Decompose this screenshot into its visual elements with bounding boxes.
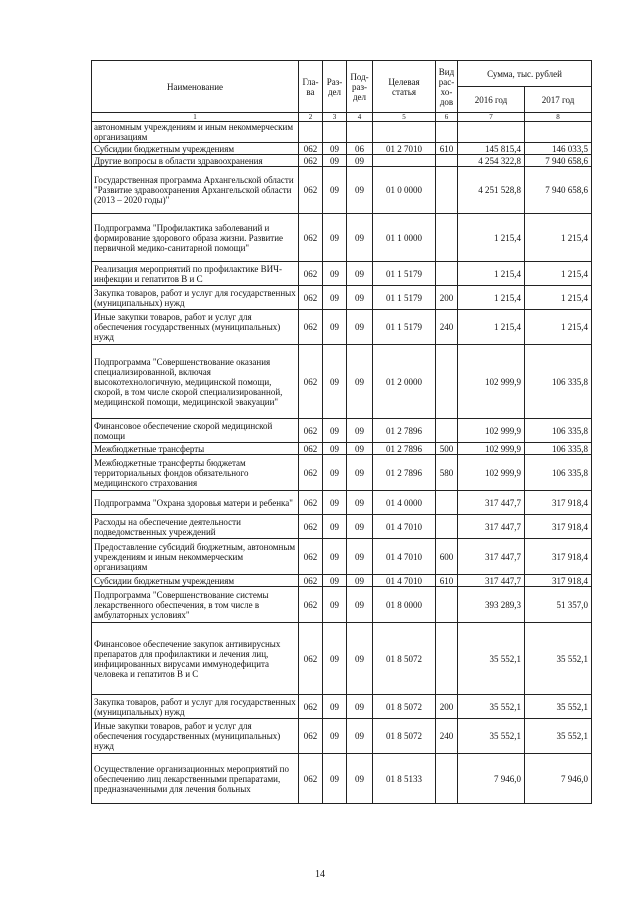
table-row — [92, 262, 592, 286]
row-subsection: 09 — [347, 515, 373, 539]
row-sum-2016: 4 254 322,8 — [458, 155, 525, 167]
row-name: Межбюджетные трансферты бюджетам территориальных фондов обязательного медицинского страхования — [92, 455, 299, 491]
row-subsection: 09 — [347, 214, 373, 262]
row-chapter — [299, 122, 323, 143]
row-expense-type — [436, 587, 458, 623]
row-subsection: 09 — [347, 575, 373, 587]
row-name: Подпрограмма "Совершенствование оказания специализированной, включая высокотехнологичную, медицинской помощи, скорой, в том числе скорой специализированной, медицинской помощи, медицинской эвакуации" — [92, 345, 299, 419]
row-chapter: 062 — [299, 539, 323, 575]
row-subsection: 09 — [347, 262, 373, 286]
row-section: 09 — [323, 515, 347, 539]
row-chapter: 062 — [299, 455, 323, 491]
row-sum-2017: 146 033,5 — [525, 143, 592, 155]
row-chapter: 062 — [299, 310, 323, 345]
row-sum-2016: 7 946,0 — [458, 754, 525, 804]
row-sum-2017: 1 215,4 — [525, 310, 592, 345]
row-expense-type — [436, 345, 458, 419]
row-sum-2016: 4 251 528,8 — [458, 167, 525, 214]
row-sum-2016: 35 552,1 — [458, 695, 525, 719]
row-chapter: 062 — [299, 695, 323, 719]
budget-table-container — [91, 60, 591, 804]
table-row — [92, 455, 592, 491]
row-expense-type — [436, 754, 458, 804]
header-year-2017: 2017 год — [525, 87, 592, 113]
row-target: 01 8 5072 — [373, 719, 436, 754]
row-target: 01 8 5133 — [373, 754, 436, 804]
row-subsection: 09 — [347, 345, 373, 419]
column-number: 6 — [436, 113, 458, 122]
row-subsection: 09 — [347, 695, 373, 719]
row-sum-2017: 7 940 658,6 — [525, 155, 592, 167]
row-chapter: 062 — [299, 515, 323, 539]
row-chapter: 062 — [299, 262, 323, 286]
row-section: 09 — [323, 455, 347, 491]
table-row — [92, 122, 592, 143]
row-subsection: 09 — [347, 167, 373, 214]
row-name: Финансовое обеспечение скорой медицинской помощи — [92, 419, 299, 443]
row-name: Подпрограмма "Совершенствование системы лекарственного обеспечения, в том числе в амбулаторных условиях" — [92, 587, 299, 623]
column-number: 2 — [299, 113, 323, 122]
row-chapter: 062 — [299, 143, 323, 155]
row-target: 01 8 5072 — [373, 623, 436, 695]
row-sum-2017: 7 946,0 — [525, 754, 592, 804]
table-row — [92, 575, 592, 587]
row-target: 01 2 0000 — [373, 345, 436, 419]
row-subsection: 09 — [347, 286, 373, 310]
row-sum-2016: 1 215,4 — [458, 214, 525, 262]
column-number: 8 — [525, 113, 592, 122]
table-row — [92, 143, 592, 155]
row-name: Другие вопросы в области здравоохранения — [92, 155, 299, 167]
row-subsection: 09 — [347, 491, 373, 515]
row-name: Государственная программа Архангельской области "Развитие здравоохранения Архангельской области (2013 – 2020 годы)" — [92, 167, 299, 214]
header-year-2016: 2016 год — [458, 87, 525, 113]
row-section: 09 — [323, 695, 347, 719]
row-sum-2017: 1 215,4 — [525, 286, 592, 310]
row-expense-type: 580 — [436, 455, 458, 491]
row-subsection: 09 — [347, 155, 373, 167]
row-sum-2016: 393 289,3 — [458, 587, 525, 623]
row-expense-type: 500 — [436, 443, 458, 455]
row-sum-2017: 35 552,1 — [525, 719, 592, 754]
row-target: 01 4 7010 — [373, 539, 436, 575]
row-sum-2017: 106 335,8 — [525, 345, 592, 419]
row-target: 01 4 7010 — [373, 575, 436, 587]
table-row — [92, 515, 592, 539]
row-target: 01 2 7896 — [373, 419, 436, 443]
row-sum-2017: 317 918,4 — [525, 515, 592, 539]
row-chapter: 062 — [299, 623, 323, 695]
row-expense-type — [436, 167, 458, 214]
row-chapter: 062 — [299, 575, 323, 587]
row-chapter: 062 — [299, 345, 323, 419]
row-subsection: 09 — [347, 310, 373, 345]
row-name: Субсидии бюджетным учреждениям — [92, 143, 299, 155]
row-section: 09 — [323, 345, 347, 419]
table-body — [92, 122, 592, 804]
header-subsection: Под- раз- дел — [347, 61, 373, 113]
row-name: Предоставление субсидий бюджетным, автономным учреждениям и иным некоммерческим организациям — [92, 539, 299, 575]
row-sum-2017: 106 335,8 — [525, 455, 592, 491]
table-row — [92, 539, 592, 575]
row-chapter: 062 — [299, 719, 323, 754]
row-sum-2017: 106 335,8 — [525, 443, 592, 455]
row-target: 01 8 0000 — [373, 587, 436, 623]
row-expense-type: 240 — [436, 310, 458, 345]
row-section: 09 — [323, 491, 347, 515]
table-row — [92, 587, 592, 623]
row-chapter: 062 — [299, 443, 323, 455]
row-sum-2017 — [525, 122, 592, 143]
row-expense-type — [436, 515, 458, 539]
row-name: Реализация мероприятий по профилактике ВИЧ-инфекции и гепатитов В и С — [92, 262, 299, 286]
row-expense-type: 240 — [436, 719, 458, 754]
row-section: 09 — [323, 214, 347, 262]
row-name: Закупка товаров, работ и услуг для государственных (муниципальных) нужд — [92, 286, 299, 310]
row-target: 01 4 0000 — [373, 491, 436, 515]
row-section: 09 — [323, 539, 347, 575]
row-sum-2016: 317 447,7 — [458, 539, 525, 575]
row-sum-2016: 102 999,9 — [458, 345, 525, 419]
row-expense-type: 600 — [436, 539, 458, 575]
row-subsection: 09 — [347, 455, 373, 491]
row-section: 09 — [323, 262, 347, 286]
table-row — [92, 443, 592, 455]
row-expense-type — [436, 262, 458, 286]
header-target: Целевая статья — [373, 61, 436, 113]
table-row — [92, 214, 592, 262]
row-target: 01 4 7010 — [373, 515, 436, 539]
table-row — [92, 310, 592, 345]
row-sum-2016: 35 552,1 — [458, 719, 525, 754]
row-sum-2017: 51 357,0 — [525, 587, 592, 623]
row-sum-2016: 317 447,7 — [458, 575, 525, 587]
table-row — [92, 167, 592, 214]
row-subsection: 06 — [347, 143, 373, 155]
row-subsection: 09 — [347, 443, 373, 455]
row-sum-2016 — [458, 122, 525, 143]
row-chapter: 062 — [299, 754, 323, 804]
column-number: 1 — [92, 113, 299, 122]
row-sum-2016: 145 815,4 — [458, 143, 525, 155]
row-section: 09 — [323, 623, 347, 695]
row-target: 01 0 0000 — [373, 167, 436, 214]
table-row — [92, 695, 592, 719]
row-subsection: 09 — [347, 754, 373, 804]
row-target: 01 1 5179 — [373, 310, 436, 345]
row-name: Подпрограмма "Профилактика заболеваний и формирование здорового образа жизни. Развитие первичной медико-санитарной помощи" — [92, 214, 299, 262]
row-sum-2016: 317 447,7 — [458, 515, 525, 539]
row-section: 09 — [323, 587, 347, 623]
row-name: Расходы на обеспечение деятельности подведомственных учреждений — [92, 515, 299, 539]
row-section: 09 — [323, 443, 347, 455]
row-sum-2017: 106 335,8 — [525, 419, 592, 443]
row-subsection: 09 — [347, 539, 373, 575]
row-expense-type: 610 — [436, 575, 458, 587]
row-chapter: 062 — [299, 155, 323, 167]
row-sum-2017: 7 940 658,6 — [525, 167, 592, 214]
row-name: Иные закупки товаров, работ и услуг для обеспечения государственных (муниципальных) нужд — [92, 310, 299, 345]
row-subsection: 09 — [347, 419, 373, 443]
row-expense-type — [436, 214, 458, 262]
row-sum-2017: 35 552,1 — [525, 695, 592, 719]
table-row — [92, 155, 592, 167]
table-row — [92, 623, 592, 695]
row-section: 09 — [323, 167, 347, 214]
row-section: 09 — [323, 143, 347, 155]
row-expense-type — [436, 122, 458, 143]
header-chapter: Гла- ва — [299, 61, 323, 113]
row-expense-type — [436, 155, 458, 167]
row-name: Межбюджетные трансферты — [92, 443, 299, 455]
row-sum-2017: 317 918,4 — [525, 575, 592, 587]
row-section: 09 — [323, 575, 347, 587]
row-section: 09 — [323, 719, 347, 754]
table-row — [92, 286, 592, 310]
row-name: Осуществление организационных мероприятий по обеспечению лиц лекарственными препаратами, предназначенными для лечения больных — [92, 754, 299, 804]
row-chapter: 062 — [299, 491, 323, 515]
row-chapter: 062 — [299, 286, 323, 310]
column-number: 5 — [373, 113, 436, 122]
row-name: Субсидии бюджетным учреждениям — [92, 575, 299, 587]
row-expense-type: 200 — [436, 695, 458, 719]
row-expense-type: 610 — [436, 143, 458, 155]
row-target: 01 1 0000 — [373, 214, 436, 262]
column-number: 4 — [347, 113, 373, 122]
row-chapter: 062 — [299, 167, 323, 214]
row-target — [373, 155, 436, 167]
row-section — [323, 122, 347, 143]
row-target: 01 2 7010 — [373, 143, 436, 155]
row-section: 09 — [323, 310, 347, 345]
row-section: 09 — [323, 155, 347, 167]
column-number: 7 — [458, 113, 525, 122]
header-name: Наименование — [92, 61, 299, 113]
row-expense-type: 200 — [436, 286, 458, 310]
header-section: Раз- дел — [323, 61, 347, 113]
row-target: 01 1 5179 — [373, 286, 436, 310]
row-name: Иные закупки товаров, работ и услуг для обеспечения государственных (муниципальных) нужд — [92, 719, 299, 754]
row-name: Финансовое обеспечение закупок антивирусных препаратов для профилактики и лечения лиц, инфицированных вирусами иммунодефицита человека и гепатитов В и С — [92, 623, 299, 695]
row-sum-2017: 317 918,4 — [525, 491, 592, 515]
row-subsection — [347, 122, 373, 143]
row-section: 09 — [323, 286, 347, 310]
row-expense-type — [436, 491, 458, 515]
row-sum-2017: 1 215,4 — [525, 262, 592, 286]
row-name: автономным учреждениям и иным некоммерческим организациям — [92, 122, 299, 143]
row-name: Закупка товаров, работ и услуг для государственных (муниципальных) нужд — [92, 695, 299, 719]
row-sum-2016: 35 552,1 — [458, 623, 525, 695]
row-chapter: 062 — [299, 419, 323, 443]
page-number: 14 — [315, 869, 325, 880]
row-target: 01 1 5179 — [373, 262, 436, 286]
row-target: 01 2 7896 — [373, 455, 436, 491]
row-sum-2017: 35 552,1 — [525, 623, 592, 695]
row-target — [373, 122, 436, 143]
table-row — [92, 719, 592, 754]
row-sum-2016: 102 999,9 — [458, 419, 525, 443]
row-subsection: 09 — [347, 623, 373, 695]
column-number: 3 — [323, 113, 347, 122]
row-name: Подпрограмма "Охрана здоровья матери и ребенка" — [92, 491, 299, 515]
row-expense-type — [436, 419, 458, 443]
row-chapter: 062 — [299, 214, 323, 262]
row-chapter: 062 — [299, 587, 323, 623]
row-section: 09 — [323, 754, 347, 804]
row-target: 01 2 7896 — [373, 443, 436, 455]
row-target: 01 8 5072 — [373, 695, 436, 719]
table-row — [92, 491, 592, 515]
row-sum-2017: 1 215,4 — [525, 214, 592, 262]
header-sum: Сумма, тыс. рублей — [458, 61, 592, 87]
row-expense-type — [436, 623, 458, 695]
row-subsection: 09 — [347, 719, 373, 754]
budget-table — [91, 60, 592, 804]
header-expense-type: Вид рас- хо- дов — [436, 61, 458, 113]
row-sum-2016: 1 215,4 — [458, 310, 525, 345]
row-section: 09 — [323, 419, 347, 443]
table-row — [92, 419, 592, 443]
row-sum-2016: 1 215,4 — [458, 286, 525, 310]
row-sum-2016: 102 999,9 — [458, 443, 525, 455]
row-sum-2016: 317 447,7 — [458, 491, 525, 515]
row-subsection: 09 — [347, 587, 373, 623]
table-row — [92, 754, 592, 804]
row-sum-2016: 102 999,9 — [458, 455, 525, 491]
table-row — [92, 345, 592, 419]
row-sum-2017: 317 918,4 — [525, 539, 592, 575]
row-sum-2016: 1 215,4 — [458, 262, 525, 286]
